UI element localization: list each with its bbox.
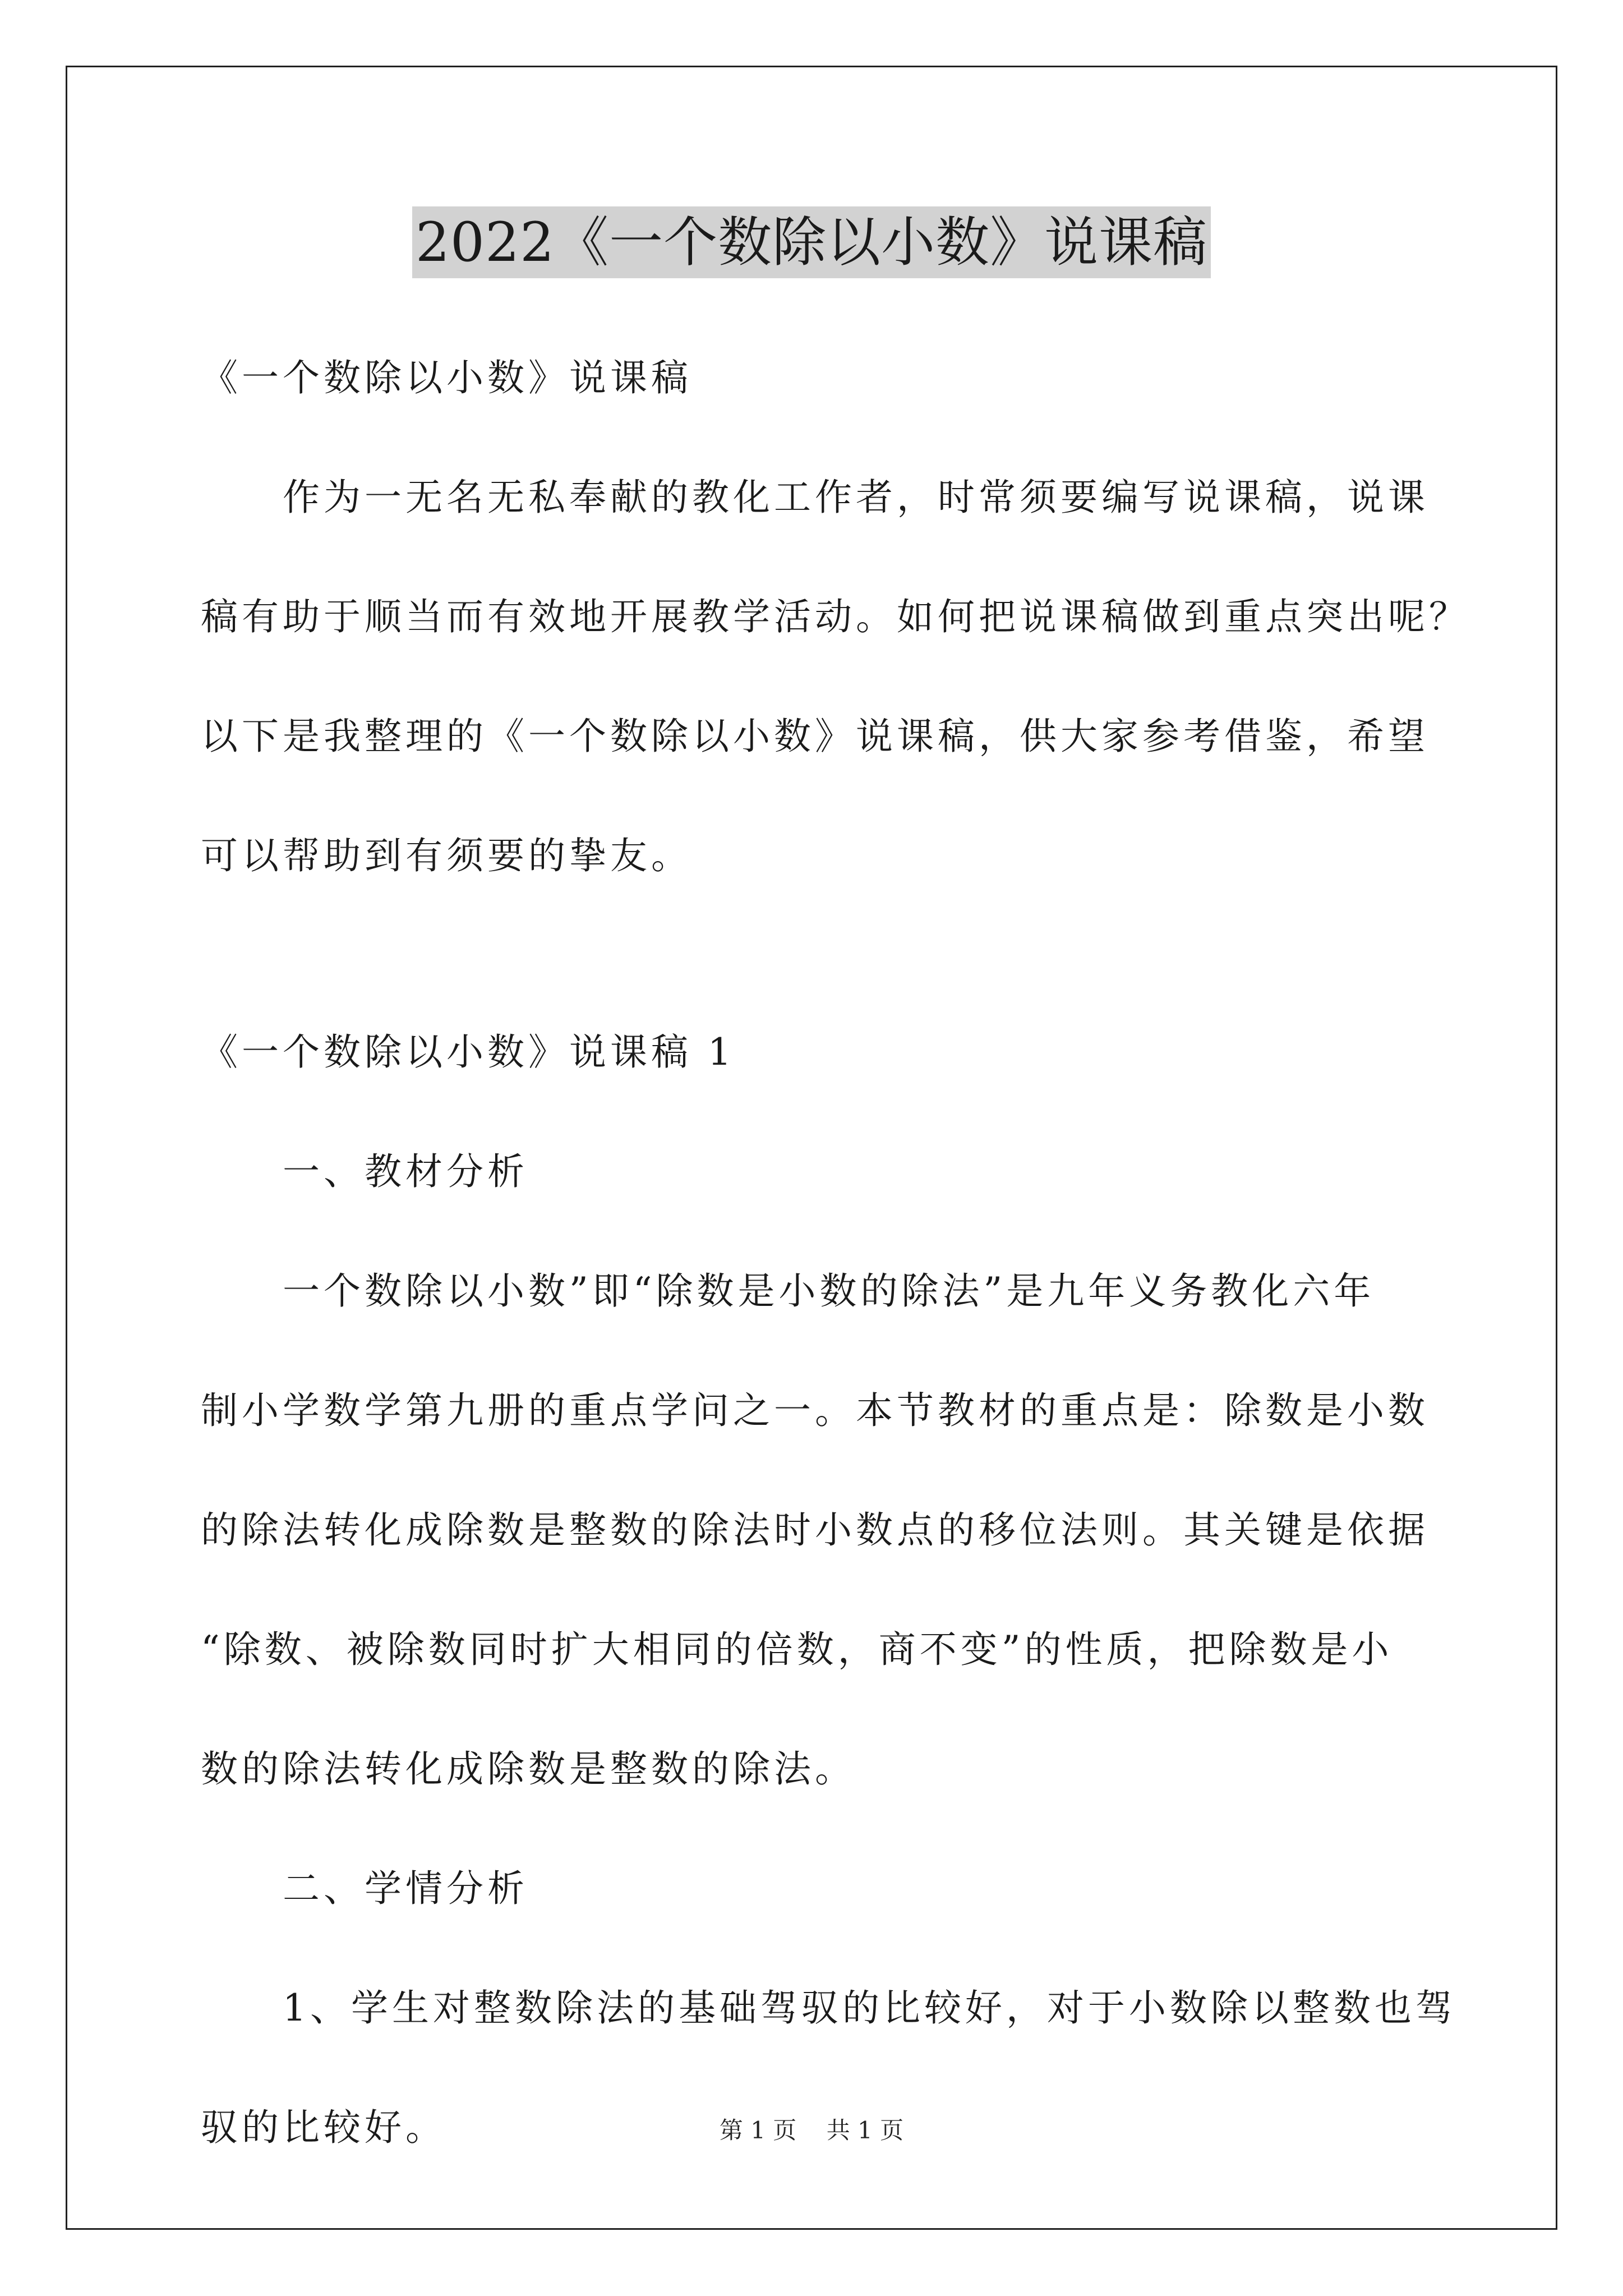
paragraph-line: 一个数除以小数”即“除数是小数的除法”是九年义务教化六年 [283,1269,1375,1313]
title-container [0,206,1623,278]
paragraph-line: “除数、被除数同时扩大相同的倍数，商不变”的性质，把除数是小 [201,1628,1393,1671]
paragraph-line: 的除法转化成除数是整数的除法时小数点的移位法则。其关键是依据 [201,1508,1429,1552]
paragraph-line: 数的除法转化成除数是整数的除法。 [201,1747,856,1791]
paragraph-line: 驭的比较好。 [201,2106,446,2149]
section-heading: 《一个数除以小数》说课稿 1 [201,1030,735,1074]
paragraph-line: 作为一无名无私奉献的教化工作者，时常须要编写说课稿，说课 [283,476,1429,519]
subsection-heading: 二、学情分析 [283,1867,528,1910]
subtitle-line: 《一个数除以小数》说课稿 [201,356,692,399]
paragraph-line: 稿有助于顺当而有效地开展教学活动。如何把说课稿做到重点突出呢？ [201,595,1470,638]
document-title: 2022《一个数除以小数》说课稿 [412,206,1211,278]
paragraph-line: 1、学生对整数除法的基础驾驭的比较好，对于小数除以整数也驾 [283,1986,1456,2030]
paragraph-line: 以下是我整理的《一个数除以小数》说课稿，供大家参考借鉴，希望 [201,715,1429,758]
subsection-heading: 一、教材分析 [283,1150,528,1193]
paragraph-line: 制小学数学第九册的重点学问之一。本节教材的重点是：除数是小数 [201,1389,1429,1432]
page-footer: 第 1 页 共 1 页 [719,2116,904,2144]
paragraph-line: 可以帮助到有须要的挚友。 [201,834,692,877]
